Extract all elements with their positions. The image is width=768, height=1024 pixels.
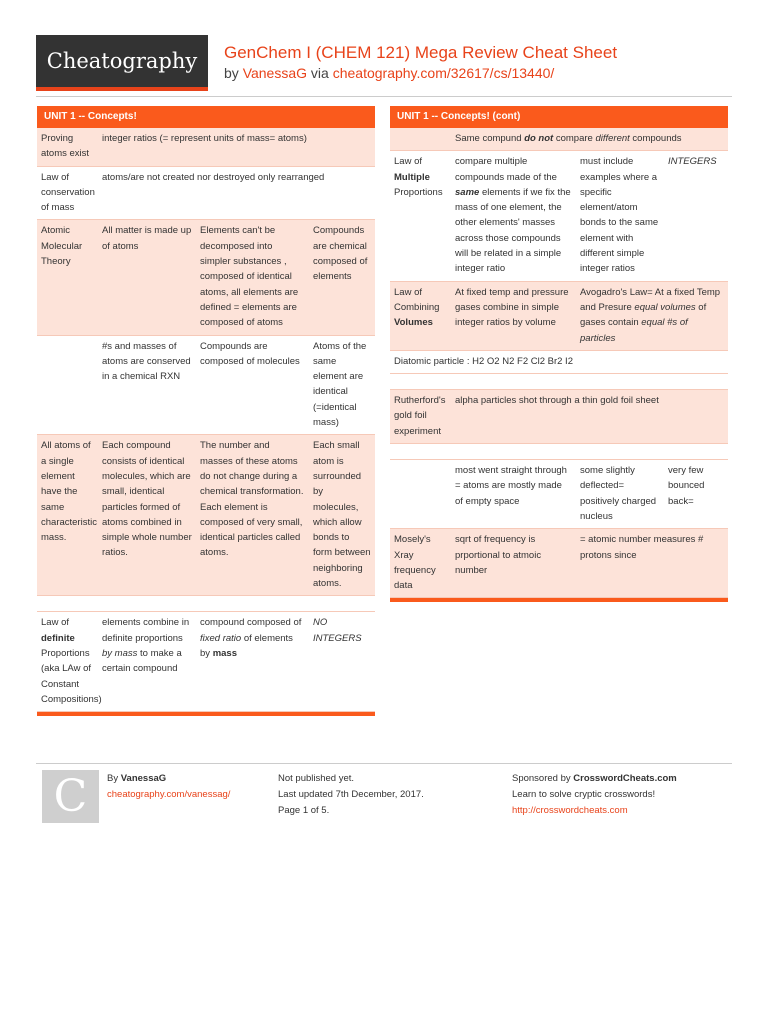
header-divider xyxy=(36,96,732,97)
footer-sponsor-block xyxy=(512,771,677,819)
table-cell xyxy=(664,460,728,529)
table-cell xyxy=(196,335,309,435)
footer-divider xyxy=(36,763,732,764)
table-row xyxy=(37,335,375,435)
cell-text: The number and masses of these atoms do not change during a chemical transformation. Each element is composed of very small, identical particles called atoms. xyxy=(200,440,304,559)
table-row xyxy=(390,128,728,151)
cell-text: Atomic Molecular Theory xyxy=(41,225,83,268)
table-row xyxy=(37,128,375,166)
sponsor-name: CrosswordCheats.com xyxy=(573,773,677,784)
cell-text: = atomic number measures # protons since xyxy=(580,534,704,561)
cell-text: Compounds are composed of molecules xyxy=(200,340,300,367)
cell-text: atoms/are not created nor destroyed only rearranged xyxy=(102,171,325,183)
cell-text: Law of xyxy=(41,617,69,629)
table-cell xyxy=(37,166,98,220)
table-cell xyxy=(37,335,98,435)
table-row xyxy=(37,435,375,596)
cell-text: Same compund xyxy=(455,133,525,144)
page-title: GenChem I (CHEM 121) Mega Review Cheat Sheet xyxy=(224,43,618,62)
cell-text: do not xyxy=(524,133,554,144)
table-row xyxy=(37,612,375,712)
author-link[interactable]: VanessaG xyxy=(242,65,308,81)
spacer-cell xyxy=(390,444,728,460)
last-updated: Last updated 7th December, 2017. xyxy=(278,789,424,800)
table-cell xyxy=(309,612,375,712)
table-cell xyxy=(98,220,196,335)
cell-text: some slightly deflected= positively charged nucleus xyxy=(580,465,657,522)
cell-text: #s and masses of atoms are conserved in a chemical RXN xyxy=(102,340,191,383)
cell-text: same xyxy=(455,186,480,198)
table-cell xyxy=(98,128,375,166)
table-cell xyxy=(576,151,664,281)
byline-via: via xyxy=(310,65,329,81)
byline xyxy=(224,65,554,81)
byline-by: by xyxy=(224,65,239,81)
cell-text: NO INTEGERS xyxy=(313,617,362,644)
section-footer-bar xyxy=(37,712,375,716)
author-avatar[interactable] xyxy=(42,770,99,823)
sponsor-prefix: Sponsored by xyxy=(512,773,571,784)
cheatography-logo[interactable] xyxy=(36,35,208,87)
cell-text: At fixed temp and pressure gases combine in simple integer ratios by volume xyxy=(455,286,569,329)
table-row xyxy=(390,529,728,598)
table-cell xyxy=(390,151,451,281)
footer-author-block xyxy=(107,771,230,803)
cell-text: Diatomic particle : H2 O2 N2 F2 Cl2 Br2 I2 xyxy=(394,355,573,367)
section-footer-bar xyxy=(390,598,728,602)
cell-text: to make a certain compound xyxy=(102,647,182,675)
cell-text: All matter is made up of atoms xyxy=(102,225,192,252)
cell-text: Proportions xyxy=(394,186,443,198)
cell-text: Compounds are chemical composed of elements xyxy=(313,225,368,283)
cell-text: elements if we fix the mass of one element, the other elements' masses across those compounds will be related in a simple integer ratio xyxy=(455,186,571,275)
section-header: UNIT 1 -- Concepts! (cont) xyxy=(390,106,728,128)
table-cell xyxy=(576,281,728,350)
table-cell xyxy=(390,390,451,444)
table-row xyxy=(390,460,728,529)
footer-by: By xyxy=(107,773,119,784)
spacer-cell xyxy=(390,374,728,390)
cell-text: by mass xyxy=(102,647,138,659)
table-row xyxy=(390,350,728,373)
table-cell xyxy=(196,220,309,335)
table-cell xyxy=(576,460,664,529)
sponsor-tagline: Learn to solve cryptic crosswords! xyxy=(512,789,656,800)
cell-text: INTEGERS xyxy=(668,156,717,168)
table-cell xyxy=(98,166,375,220)
table-row xyxy=(390,151,728,281)
table-spacer-row xyxy=(37,596,375,612)
cell-text: compare xyxy=(553,133,596,144)
cell-text: Atoms of the same element are identical (=identical mass) xyxy=(313,340,367,429)
cell-text: Law of conservation of mass xyxy=(41,171,95,214)
cell-text: compounds xyxy=(629,133,682,144)
section-header: UNIT 1 -- Concepts! xyxy=(37,106,375,128)
cell-text: Proving atoms exist xyxy=(41,133,90,160)
table-row xyxy=(37,166,375,220)
cell-text: Each compound consists of identical molecules, which are small, identical particles formed of atoms combined in simple whole number ratios. xyxy=(102,440,192,559)
table-cell xyxy=(309,220,375,335)
table-cell xyxy=(451,128,728,151)
cell-text: Volumes xyxy=(394,317,433,329)
cell-text: Avogadro's Law= At a fixed Temp and Presure xyxy=(580,286,721,313)
table-cell xyxy=(37,220,98,335)
cell-text: alpha particles shot through a thin gold foil sheet xyxy=(455,395,659,407)
table-cell xyxy=(451,390,728,444)
right-section xyxy=(390,106,728,602)
table-cell xyxy=(390,128,451,151)
cell-text: definite xyxy=(41,632,75,644)
cell-text: integer ratios (= represent units of mass= atoms) xyxy=(102,133,307,144)
cell-text: mass xyxy=(212,647,237,659)
table-cell xyxy=(451,151,576,281)
table-cell xyxy=(576,529,728,598)
cell-text: of gases contain xyxy=(580,301,707,329)
table-row xyxy=(37,220,375,335)
cell-text: Law of Combining xyxy=(394,286,440,313)
footer-author-link[interactable]: cheatography.com/vanessag/ xyxy=(107,789,231,800)
sheet-url-link[interactable]: cheatography.com/32617/cs/13440/ xyxy=(332,65,555,81)
cell-text: most went straight through = atoms are mostly made of empty space xyxy=(455,465,567,507)
table-cell xyxy=(451,529,576,598)
cell-text: Each small atom is surrounded by molecules, which allow bonds to form between neighboring atoms. xyxy=(313,440,371,590)
table-cell xyxy=(390,350,728,373)
cell-text: Law of xyxy=(394,156,422,168)
concepts-table xyxy=(37,128,375,712)
cell-text: Rutherford's gold foil experiment xyxy=(394,395,446,437)
table-cell xyxy=(37,128,98,166)
sponsor-link[interactable]: http://crosswordcheats.com xyxy=(512,805,628,816)
cell-text: Elements can't be decomposed into simpler substances , composed of identical atoms, all elements are defined = elements are composed of atoms xyxy=(200,225,299,329)
cell-text: sqrt of frequency is prportional to atmoic number xyxy=(455,534,542,576)
cell-text: Multiple xyxy=(394,171,430,183)
table-cell xyxy=(451,460,576,529)
table-cell xyxy=(390,281,451,350)
table-cell xyxy=(196,435,309,596)
table-cell xyxy=(98,335,196,435)
cell-text: equal #s of particles xyxy=(580,317,688,344)
cell-text: All atoms of a single element have the same characteristic mass. xyxy=(41,440,97,544)
table-row xyxy=(390,281,728,350)
table-row xyxy=(390,390,728,444)
footer-author-name: VanessaG xyxy=(120,773,167,784)
cell-text: elements combine in definite proportions xyxy=(102,617,190,644)
table-cell xyxy=(390,529,451,598)
publish-status: Not published yet. xyxy=(278,773,355,784)
left-section xyxy=(37,106,375,716)
cell-text: compare multiple compounds made of the xyxy=(455,156,557,183)
cell-text: different xyxy=(595,133,630,144)
table-cell xyxy=(98,435,196,596)
table-cell xyxy=(37,612,102,712)
cell-text: Mosely's Xray frequency data xyxy=(394,534,436,592)
table-spacer-row xyxy=(390,444,728,460)
spacer-cell xyxy=(37,596,375,612)
table-cell xyxy=(664,151,728,281)
cell-text: fixed ratio xyxy=(200,632,242,644)
concepts-cont-table xyxy=(390,128,728,598)
logo-text: Cheatography xyxy=(46,49,198,73)
table-cell xyxy=(451,281,576,350)
cell-text: Proportions (aka LAw of Constant Compositions) xyxy=(41,647,102,705)
table-cell xyxy=(309,435,375,596)
page-number: Page 1 of 5. xyxy=(278,805,330,816)
table-cell xyxy=(37,435,98,596)
table-cell xyxy=(309,335,375,435)
cell-text: compound composed of xyxy=(200,617,302,629)
logo-accent-bar xyxy=(36,87,208,91)
cell-text: of elements by xyxy=(200,632,293,659)
table-cell xyxy=(98,612,196,712)
table-cell xyxy=(390,460,451,529)
table-cell xyxy=(196,612,309,712)
cell-text: very few bounced back= xyxy=(668,465,705,507)
cell-text: must include examples where a specific element/atom bonds to the same element with different simple integer ratios xyxy=(580,156,659,275)
table-spacer-row xyxy=(390,374,728,390)
cell-text: equal volumes xyxy=(634,301,696,313)
avatar-letter: C xyxy=(53,771,88,822)
footer-status-block xyxy=(278,771,424,819)
